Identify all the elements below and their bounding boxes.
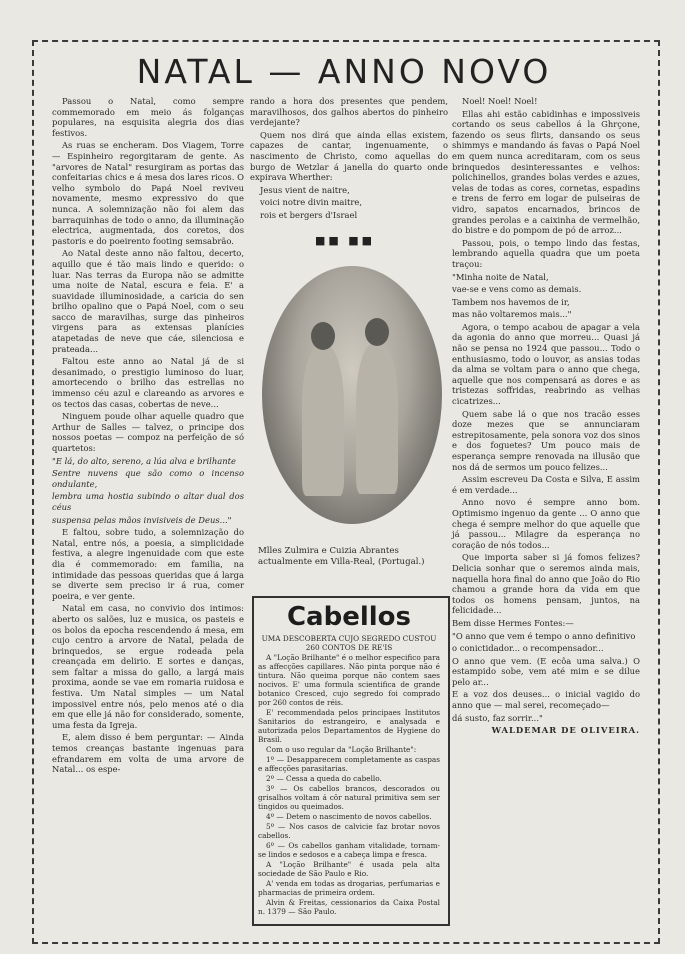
verse-line: suspensa pelas mãos invisiveis de Deus..." <box>52 514 232 525</box>
paragraph: Ellas ahi estão cabidinhas e impossiveis cortando os seus cabellos á la Ghrçone, fazendo os seus flirts, dansando os seus shimmys e mandando ás favas o Papá Noel em quem nunca acreditaram, com os seus brinquedos desinteressantes e velhos: polichinellos, grandes bolas verdes e azues, velas de todas as cores, cornetas, espadins e trens de ferro em logar de pulseiras de vidro, sapatos encarnados, brincos de grandes perolas e a caixinha de vermelhão, do bistre e do pompom de pó de arroz... <box>452 108 640 236</box>
ad-paragraph: E' recommendada pelos principaes Institutos Sanitarios do estrangeiro, e analysada e autorizada pelos Departamentos de Hygiene do Brasil. <box>258 708 440 744</box>
column-1 <box>52 96 244 777</box>
paragraph: Agora, o tempo acabou de apagar a vela da agonia do anno que morreu... Quasi já não se pensa no 1924 que passou... Todo o enthusiasmo, todo o louvor, as ansias todas da alma se voltam para o anno que chega, aquelle que nos compensará as dores e as tristezas soffridas, reabrindo as velhas cicatrizes... <box>452 321 640 407</box>
paragraph: Quem sabe lá o que nos tracão esses doze mezes que se annunciaram estrepitosamente, pela sonora voz dos sinos e dos foguetes? Um pouco mais de esperança sempre renovada na illusão que nos dá de sermos um pouco felizes... <box>452 408 640 472</box>
paragraph: As ruas se encheram. Dos Viagem, Torre — Espinheiro regorgitaram de gente. As "arvores de Natal" resurgiram as portas das confeitarias chics e á mesa dos lares ricos. O velho symbolo do Papá Noel reviveu novamente, mesmo expressivo do que nunca. A solemnização não foi alem das barraquinhas de todo o anno, da illuminação electrica, augmentada, dos coretos, dos pastoris e do poeirento footing semsabrão. <box>52 140 244 246</box>
verse-line: E a voz dos deuses... o inicial vagido do anno que — mal serei, recomeçado— <box>452 689 640 711</box>
ad-paragraph: Com o uso regular da "Loção Brilhante": <box>266 745 417 754</box>
author-signature: WALDEMAR DE OLIVEIRA. <box>491 725 640 736</box>
verse-line: O anno que vem. (E ecôa uma salva.) O estampido sobe, vem até mim e se dilue pelo ar... <box>452 655 640 687</box>
paragraph: Passou, pois, o tempo lindo das festas, lembrando aquella quadra que um poeta traçou: <box>452 237 640 269</box>
paragraph: E, alem disso é bem perguntar: — Ainda temos creanças bastante ingenuas para efrandarem em volta de uma arvore de Natal... os espe- <box>52 732 244 775</box>
photo-head-left <box>311 322 335 350</box>
paragraph: Ao Natal deste anno não faltou, decerto, aquillo que é tão mais lindo e querido: o luar. Nas terras da Europa não se admitte uma noite de Natal, escura e feia. E' a suavidade illuminosidade, a caricia do sen brilho opalino que o Papá Noel, com o seu sacco de maravilhas, surge das pinheiros virgens para as extensas planícies atapetadas de neve que cáe, silenciosa e prateada... <box>52 248 244 354</box>
oval-photo <box>262 266 442 524</box>
paragraph: Quem nos dirá que ainda ellas existem, capazes de cantar, ingenuamente, o nascimento de Christo, como aquellas do burgo de Wetzlar á janella do quarto onde expirava Wherther: <box>250 129 448 183</box>
verse-line: Tambem nos havemos de ir, <box>452 296 570 307</box>
verse-line: "E lá, do alto, sereno, a lúa alva e brilhante <box>52 455 236 466</box>
paragraph: Noel! Noel! Noel! <box>462 96 538 106</box>
ad-body <box>258 634 440 917</box>
verse-line: voici notre divin maitre, <box>260 197 363 208</box>
ad-paragraph: 4º — Detem o nascimento de novos cabellos. <box>266 812 432 821</box>
ad-paragraph: A "Loção Brilhante" é o melhor especifico para as affecções capillares. Não pinta porque não é tintura. Não queima porque não contem saes nocivos. E' uma formula scientifica de grande botanico Cresced, cujo segredo foi comprado por 260 contos de réis. <box>258 653 440 707</box>
ad-paragraph: 2º — Cessa a queda do cabello. <box>266 774 382 783</box>
ad-title: Cabellos <box>286 602 412 632</box>
paragraph: Passou o Natal, como sempre commemorado em meio ás folganças populares, na esquisita alegria dos dias festivos. <box>52 96 244 138</box>
paragraph: Faltou este anno ao Natal já de si desanimado, o prestigio luminoso do luar, amortecendo o brilho das estrellas no immenso céu azul e clareando as arvores e os tectos das casas, cobertas de neve... <box>52 356 244 409</box>
ad-paragraph: 6º — Os cabellos ganham vitalidade, tornam-se lindos e sedosos e a cabeça limpa e fresca. <box>258 841 440 859</box>
ad-paragraph: 5º — Nos casos de calvicie faz brotar novos cabellos. <box>258 822 440 840</box>
paragraph: rando a hora dos presentes que pendem, maravilhosos, dos galhos abertos do pinheiro verdejante? <box>250 96 448 128</box>
ad-paragraph: A' venda em todas as drogarias, perfumarias e pharmacias de primeira ordem. <box>258 879 440 897</box>
photo-figure-left <box>302 346 344 496</box>
column-3 <box>452 96 640 738</box>
verse-line: Jesus vient de naitre, <box>260 184 350 195</box>
paragraph: Bem disse Hermes Fontes:— <box>452 617 574 628</box>
paragraph: E faltou, sobre tudo, a solemnização do Natal, entre nós, a poesia, a simplicidade festiva, a alegre ingenuidade com que este dia é commemorado: em familia, na intimidade das pessoas queridas que á larga se diverte sem preciso ir á rua, comer poeira, e ver gente. <box>52 527 244 601</box>
verse-line: Sentre nuvens que são como o incenso ondulante, <box>52 468 244 489</box>
photo-figure-right <box>356 344 398 494</box>
verse-line: lembra uma hostia subindo o altar dual dos céus <box>52 491 244 512</box>
ad-headline: UMA DESCOBERTA CUJO SEGREDO CUSTOU 260 CONTOS DE RE'IS <box>261 634 437 652</box>
verse-line: "Minha noite de Natal, <box>452 271 549 282</box>
paragraph: Natal em casa, no convivio dos intimos: aberto os salões, luz e musica, os pasteis e os bolos da epocha rescendendo á mesa, em cujo centro a arvore de Natal, pelada de brinquedos, se ergue rodeada pela creançada em delirio. E sortes e danças, sem faltar a missa do gallo, a largá mais proxima, aonde se vae em romaria ruidosa e festiva. Um Natal simples — um Natal impossivel entre nós, pelo menos até o dia em que elle já não for considerado, somente, uma festa da Igreja. <box>52 603 244 730</box>
verse-line: dá susto, faz sorrir..." <box>452 712 543 723</box>
ad-paragraph: 3º — Os cabellos brancos, descorados ou grisalhos voltam á côr natural primitiva sem ser tingidos ou queimados. <box>258 784 440 811</box>
paragraph: Que importa saber si já fomos felizes? Delicia sonhar que o seremos ainda mais, naquella hora final do anno que João do Rio chamou a grande hora da vida em que todos os homens pensam, juntos, na felicidade... <box>452 552 640 616</box>
ad-paragraph: A "Loção Brilhante" é usada pela alta sociedade de São Paulo e Rio. <box>258 860 440 878</box>
verse-line: "O anno que vem é tempo o anno definitivo <box>452 630 636 641</box>
photo-head-right <box>365 318 389 346</box>
ornament-divider: ■■ ■■ <box>314 234 376 247</box>
ad-paragraph: 1º — Desapparecem completamente as caspas e affecções parasitarias. <box>258 755 440 773</box>
paragraph: Ninguem poude olhar aquelle quadro que Arthur de Salles — talvez, o principe dos nossos poetas — compoz na perfeição de só quartetos: <box>52 411 244 453</box>
verse-line: vae-se e vens como as demais. <box>452 284 582 295</box>
verse-line: o conictidador... o recompensador... <box>452 643 604 654</box>
verse-line: rois et bergers d'Israel <box>260 209 358 220</box>
verse-line: mas não voltaremos mais..." <box>452 309 572 320</box>
paragraph: Anno novo é sempre anno bom. Optimismo ingenuo da gente ... O anno que chega é sempre melhor do que aquelle que já passou... Milagre da esperança no coração de nós todos... <box>452 497 640 550</box>
ad-paragraph: Alvin & Freitas, cessionarios da Caixa Postal n. 1379 — São Paulo. <box>258 898 440 916</box>
photo-caption: Mlles Zulmira e Cuizia Abrantes actualmente em Villa-Real, (Portugal.) <box>258 546 425 567</box>
page-title: NATAL — ANNO NOVO <box>136 52 552 91</box>
paragraph: Assim escreveu Da Costa e Silva, E assim é em verdade... <box>452 474 640 495</box>
column-2 <box>250 96 448 223</box>
